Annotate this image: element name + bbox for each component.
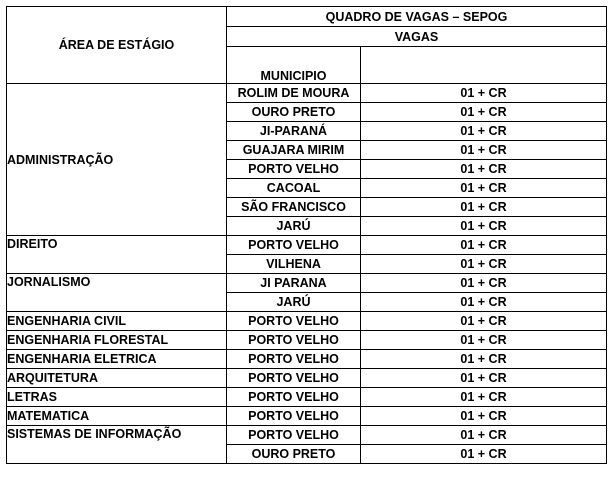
- municipio-cell: PORTO VELHO: [227, 388, 361, 407]
- municipio-cell: JI PARANA: [227, 274, 361, 293]
- municipio-cell: PORTO VELHO: [227, 369, 361, 388]
- municipio-cell: PORTO VELHO: [227, 312, 361, 331]
- vagas-cell: 01 + CR: [361, 445, 607, 464]
- vagas-cell: 01 + CR: [361, 426, 607, 445]
- vagas-cell: 01 + CR: [361, 407, 607, 426]
- vagas-table-body: [7, 7, 607, 464]
- area-cell: ENGENHARIA FLORESTAL: [7, 331, 227, 350]
- area-cell: MATEMATICA: [7, 407, 227, 426]
- vagas-cell: 01 + CR: [361, 103, 607, 122]
- table-row: [7, 426, 607, 445]
- vagas-cell: 01 + CR: [361, 274, 607, 293]
- municipio-cell: PORTO VELHO: [227, 407, 361, 426]
- area-cell: JORNALISMO: [7, 274, 227, 312]
- municipio-cell: CACOAL: [227, 179, 361, 198]
- municipio-cell: ROLIM DE MOURA: [227, 84, 361, 103]
- vagas-cell: 01 + CR: [361, 236, 607, 255]
- municipio-cell: OURO PRETO: [227, 103, 361, 122]
- municipio-cell: PORTO VELHO: [227, 236, 361, 255]
- area-cell: ARQUITETURA: [7, 369, 227, 388]
- vagas-header: VAGAS: [227, 27, 607, 47]
- vagas-cell: 01 + CR: [361, 331, 607, 350]
- table-title: QUADRO DE VAGAS – SEPOG: [227, 7, 607, 27]
- area-header: ÁREA DE ESTÁGIO: [7, 7, 227, 84]
- vagas-table: [6, 6, 607, 464]
- table-row: [7, 274, 607, 293]
- vagas-cell: 01 + CR: [361, 160, 607, 179]
- municipio-cell: VILHENA: [227, 255, 361, 274]
- vagas-cell: 01 + CR: [361, 141, 607, 160]
- municipio-cell: PORTO VELHO: [227, 350, 361, 369]
- municipio-cell: JARÚ: [227, 293, 361, 312]
- vagas-header-blank: [361, 47, 607, 84]
- vagas-cell: 01 + CR: [361, 312, 607, 331]
- table-row: [7, 331, 607, 350]
- vagas-cell: 01 + CR: [361, 369, 607, 388]
- vagas-cell: 01 + CR: [361, 84, 607, 103]
- vagas-cell: 01 + CR: [361, 388, 607, 407]
- area-cell: SISTEMAS DE INFORMAÇÃO: [7, 426, 227, 464]
- municipio-cell: PORTO VELHO: [227, 160, 361, 179]
- municipio-cell: JARÚ: [227, 217, 361, 236]
- area-cell: ADMINISTRAÇÃO: [7, 84, 227, 236]
- table-row: [7, 350, 607, 369]
- municipio-cell: PORTO VELHO: [227, 331, 361, 350]
- municipio-cell: GUAJARA MIRIM: [227, 141, 361, 160]
- table-row: [7, 312, 607, 331]
- vagas-cell: 01 + CR: [361, 122, 607, 141]
- area-cell: DIREITO: [7, 236, 227, 274]
- vagas-cell: 01 + CR: [361, 255, 607, 274]
- area-cell: LETRAS: [7, 388, 227, 407]
- municipio-header: MUNICIPIO: [227, 47, 361, 84]
- area-cell: ENGENHARIA ELETRICA: [7, 350, 227, 369]
- area-cell: ENGENHARIA CIVIL: [7, 312, 227, 331]
- table-row: [7, 407, 607, 426]
- municipio-cell: JI-PARANÁ: [227, 122, 361, 141]
- municipio-cell: OURO PRETO: [227, 445, 361, 464]
- municipio-cell: SÃO FRANCISCO: [227, 198, 361, 217]
- table-row: [7, 236, 607, 255]
- municipio-cell: PORTO VELHO: [227, 426, 361, 445]
- table-row: [7, 388, 607, 407]
- vagas-cell: 01 + CR: [361, 198, 607, 217]
- table-row: [7, 84, 607, 103]
- table-row: [7, 369, 607, 388]
- vagas-cell: 01 + CR: [361, 179, 607, 198]
- header-row-title: [7, 7, 607, 27]
- vagas-cell: 01 + CR: [361, 217, 607, 236]
- vagas-cell: 01 + CR: [361, 350, 607, 369]
- vagas-cell: 01 + CR: [361, 293, 607, 312]
